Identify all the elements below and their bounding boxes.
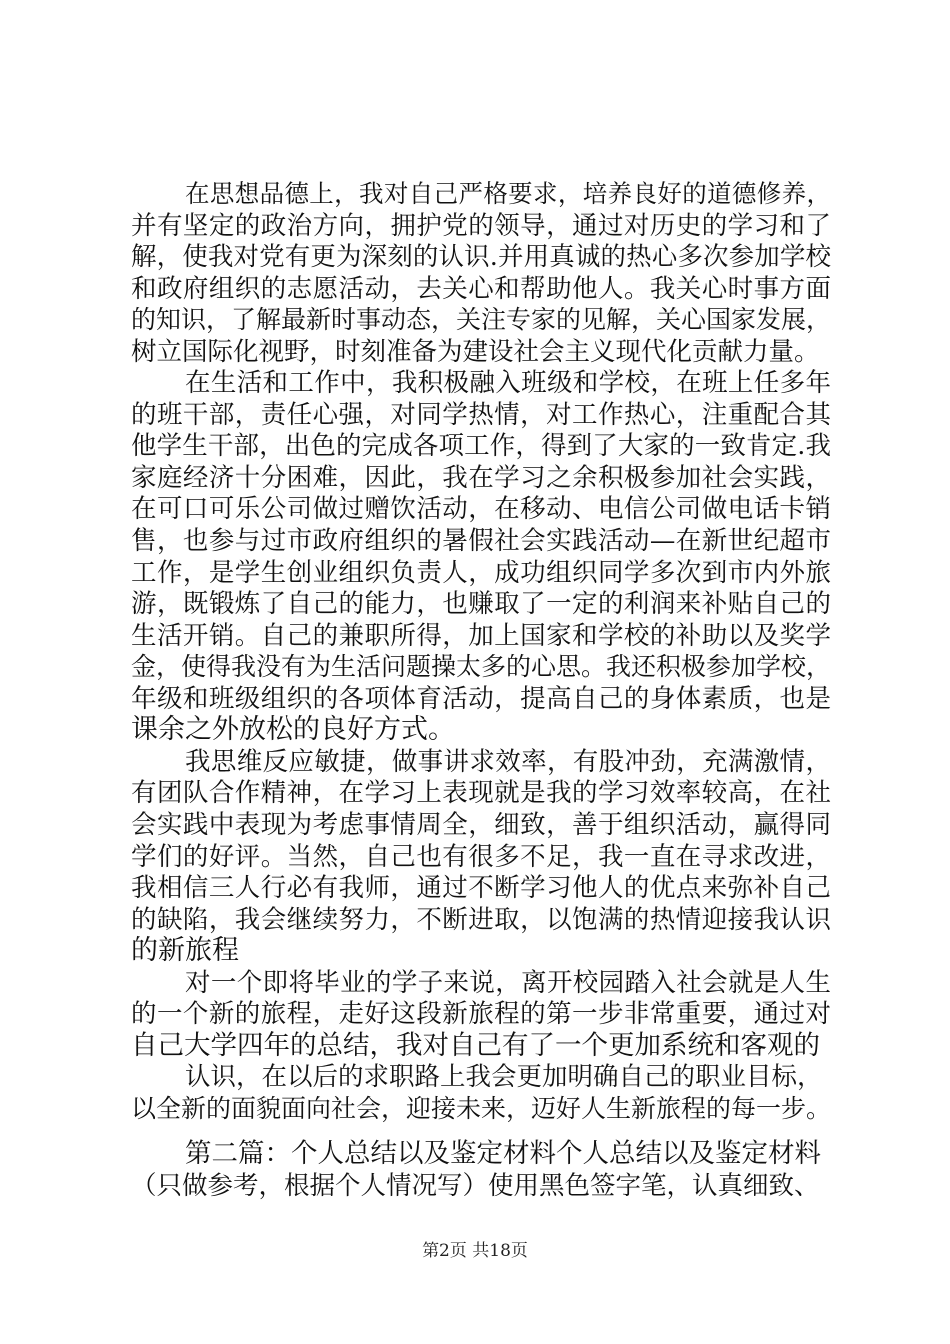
paragraph-line: 年级和班级组织的各项体育活动，提高自己的身体素质，也是	[131, 683, 831, 714]
paragraph-line: 他学生干部，出色的完成各项工作，得到了大家的一致肯定.我	[131, 431, 831, 462]
paragraph-line: 课余之外放松的良好方式。	[131, 714, 455, 746]
paragraph-line: 解，使我对党有更为深刻的认识.并用真诚的热心多次参加学校	[131, 242, 831, 273]
paragraph-line: 在可口可乐公司做过赠饮活动，在移动、电信公司做电话卡销	[131, 494, 831, 525]
paragraph-line: 以全新的面貌面向社会，迎接未来，迈好人生新旅程的每一步。	[131, 1093, 832, 1123]
paragraph-line: 自己大学四年的总结，我对自己有了一个更加系统和客观的	[131, 1029, 820, 1061]
paragraph-line: 在生活和工作中，我积极融入班级和学校，在班上任多年	[185, 368, 831, 399]
paragraph-line: 家庭经济十分困难，因此，我在学习之余积极参加社会实践，	[131, 462, 831, 493]
paragraph-line: 金，使得我没有为生活问题操太多的心思。我还积极参加学校，	[131, 652, 832, 682]
paragraph-line: 并有坚定的政治方向，拥护党的领导，通过对历史的学习和了	[131, 210, 831, 241]
paragraph-line: 有团队合作精神，在学习上表现就是我的学习效率较高，在社	[131, 778, 831, 809]
paragraph-line: 工作，是学生创业组织负责人，成功组织同学多次到市内外旅	[131, 557, 831, 588]
paragraph-line: 游，既锻炼了自己的能力，也赚取了一定的利润来补贴自己的	[131, 589, 831, 620]
paragraph-line: 的缺陷，我会继续努力，不断进取，以饱满的热情迎接我认识	[131, 904, 831, 935]
paragraph-line: 的知识，了解最新时事动态，关注专家的见解，关心国家发展，	[131, 305, 832, 335]
paragraph-line: 的一个新的旅程，走好这段新旅程的第一步非常重要，通过对	[131, 999, 831, 1030]
paragraph-line: 认识，在以后的求职路上我会更加明确自己的职业目标，	[185, 1062, 823, 1093]
page-number-footer: 第2页 共18页	[422, 1241, 528, 1261]
paragraph-line: 我思维反应敏捷，做事讲求效率，有股冲劲，充满激情，	[185, 746, 831, 777]
paragraph-line: 生活开销。自己的兼职所得，加上国家和学校的补助以及奖学	[131, 620, 831, 651]
paragraph-line: 售，也参与过市政府组织的暑假社会实践活动—在新世纪超市	[131, 526, 831, 557]
paragraph-line: 我相信三人行必有我师，通过不断学习他人的优点来弥补自己	[131, 873, 831, 904]
paragraph-line: 树立国际化视野，时刻准备为建设社会主义现代化贡献力量。	[131, 336, 820, 367]
paragraph-line: 在思想品德上，我对自己严格要求，培养良好的道德修养，	[185, 179, 831, 208]
paragraph-line: 和政府组织的志愿活动，去关心和帮助他人。我关心时事方面	[131, 273, 831, 304]
paragraph-line: 对一个即将毕业的学子来说，离开校园踏入社会就是人生	[185, 967, 831, 998]
section-heading-line: 第二篇：个人总结以及鉴定材料个人总结以及鉴定材料	[185, 1138, 821, 1170]
paragraph-line: 学们的好评。当然，自己也有很多不足，我一直在寻求改进，	[131, 841, 831, 872]
paragraph-line: 的班干部，责任心强，对同学热情，对工作热心，注重配合其	[131, 399, 831, 430]
paragraph-line: 会实践中表现为考虑事情周全，细致，善于组织活动，赢得同	[131, 809, 831, 840]
paragraph-line: （只做参考，根据个人情况写）使用黑色签字笔，认真细致、	[131, 1171, 820, 1201]
paragraph-line: 的新旅程	[131, 935, 239, 967]
